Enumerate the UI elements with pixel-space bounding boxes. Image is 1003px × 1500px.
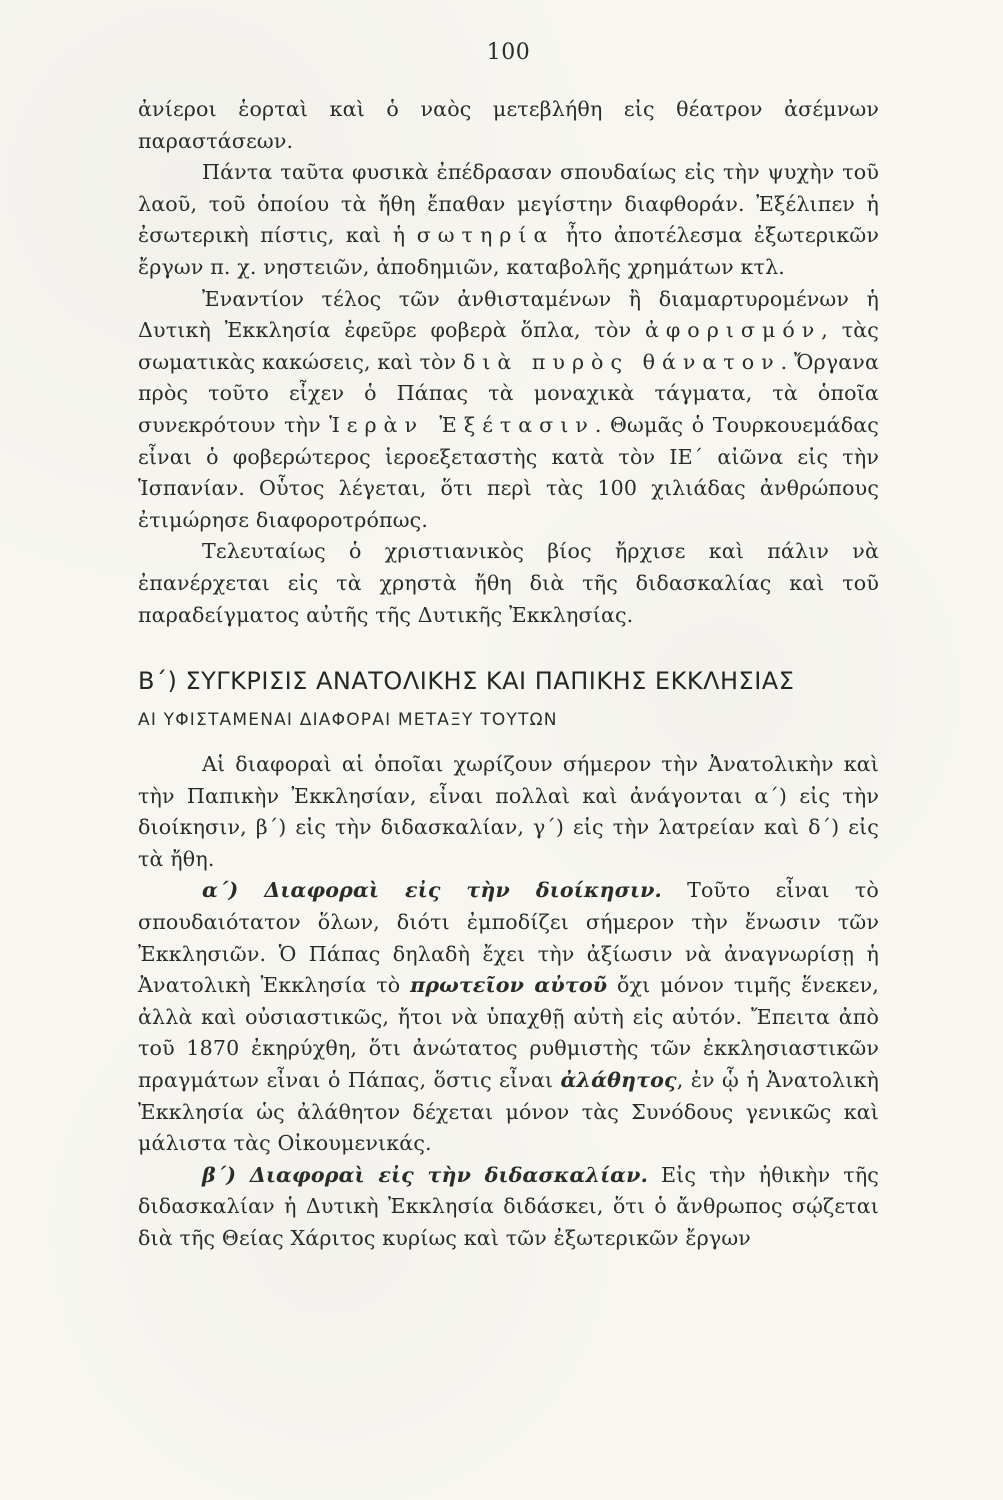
paragraph-3-part-1: Ἐναντίον τέλος τῶν ἀνθισταμένων ἢ διαμαρτυρομένων ἡ Δυτικὴ Ἐκκλησία ἐφεῦρε φοβερὰ ὅπλα, τὸν xyxy=(138,286,879,343)
section-paragraph-1 xyxy=(138,749,879,875)
paragraph-3-spaced-term-2: διὰ πυρὸς θάνατον xyxy=(462,349,781,374)
page-number: 100 xyxy=(486,40,531,65)
section-subtitle: ΑΙ ΥΦΙΣΤΑΜΕΝΑΙ ΔΙΑΦΟΡΑΙ ΜΕΤΑΞΥ ΤΟΥΤΩΝ xyxy=(138,710,558,731)
paragraph-4 xyxy=(138,536,879,631)
paragraph-2-spaced-term: σωτηρία xyxy=(416,223,555,248)
paragraph-2-part-1: Πάντα ταῦτα φυσικὰ ἐπέδρασαν σπουδαίως εἰς τὴν ψυχὴν τοῦ λαοῦ, τοῦ ὁποίου τὰ ἤθη ἔπαθαν μεγίστην διαφθοράν. Ἐξέλιπεν ἡ ἐσωτερικὴ πίστις, καὶ ἡ xyxy=(138,160,879,248)
paragraph-4-text: Τελευταίως ὁ χριστιανικὸς βίος ἤρχισε καὶ πάλιν νὰ ἐπανέρχεται εἰς τὰ χρηστὰ ἤθη διὰ τῆς διδασκαλίας καὶ τοῦ παραδείγματος αὐτῆς τῆς Δυτικῆς Ἐκκλησίας. xyxy=(138,539,879,627)
paragraph-1 xyxy=(138,94,879,157)
section-paragraph-3-text: Εἰς τὴν ἠθικὴν τῆς διδασκαλίαν ἡ Δυτικὴ Ἐκκλησία διδάσκει, ὅτι ὁ ἄνθρωπος σῴζεται διὰ τῆς Θείας Χάριτος κυρίως καὶ τῶν ἐξωτερικῶν ἔργων xyxy=(138,1162,879,1250)
section-paragraph-2-part-1: Τοῦτο εἶναι τὸ σπουδαιότατον ὅλων, διότι ἐμποδίζει σήμερον τὴν ἕνωσιν τῶν Ἐκκλησιῶν. Ὁ Πάπας δηλαδὴ ἔχει τὴν ἀξίωσιν νὰ ἀναγνωρίσῃ ἡ Ἀνατολικὴ Ἐκκλησία τὸ xyxy=(138,878,879,998)
infallible-term: ἀλάθητος xyxy=(560,1068,677,1093)
paragraph-3-part-2: , τὰς σωματικὰς κακώσεις, καὶ τὸν xyxy=(138,318,879,374)
paragraph-3-spaced-term-1: ἀφορισμόν xyxy=(644,318,822,343)
section-title: Β΄) ΣΥΓΚΡΙΣΙΣ ΑΝΑΤΟΛΙΚΗΣ ΚΑΙ ΠΑΠΙΚΗΣ ΕΚΚΛΗΣΙΑΣ xyxy=(138,667,795,696)
section-paragraph-3 xyxy=(138,1160,879,1255)
section-paragraph-2-part-2: ὄχι μόνον τιμῆς ἕνεκεν, ἀλλὰ καὶ οὐσιαστικῶς, ἤτοι νὰ ὑπαχθῇ αὐτὴ εἰς αὐτόν. Ἔπειτα ἀπὸ τοῦ 1870 ἐκηρύχθη, ὅτι ἀνώτατος ρυθμιστὴς τῶν ἐκκλησιαστικῶν πραγμάτων εἶναι ὁ Πάπας, ὅστις εἶναι xyxy=(138,973,879,1093)
paragraph-1-text: ἀνίεροι ἑορταὶ καὶ ὁ ναὸς μετεβλήθη εἰς θέατρον ἀσέμνων παραστάσεων. xyxy=(138,97,879,153)
paragraph-2-part-2: ἦτο ἀποτέλεσμα ἐξωτερικῶν ἔργων π. χ. νηστειῶν, ἀποδημιῶν, καταβολῆς χρημάτων κτλ. xyxy=(138,223,879,279)
doctrine-heading: β΄) Διαφοραὶ εἰς τὴν διδασκαλίαν. xyxy=(202,1162,648,1187)
administration-heading: α΄) Διαφοραὶ εἰς τὴν διοίκησιν. xyxy=(202,878,662,903)
section-paragraph-1-text: Αἱ διαφοραὶ αἱ ὁποῖαι χωρίζουν σήμερον τὴν Ἀνατολικὴν καὶ τὴν Παπικὴν Ἐκκλησίαν, εἶναι πολλαὶ καὶ ἀνάγονται α΄) εἰς τὴν διοίκησιν, β΄) εἰς τὴν διδασκαλίαν, γ΄) εἰς τὴν λατρείαν καὶ δ΄) εἰς τὰ ἤθη. xyxy=(138,752,879,871)
section-paragraph-2 xyxy=(138,875,879,1159)
paragraph-3-part-3: . Ὄργανα πρὸς τοῦτο εἶχεν ὁ Πάπας τὰ μοναχικὰ τάγματα, τὰ ὁποῖα συνεκρότουν τὴν xyxy=(138,349,879,437)
primacy-term: πρωτεῖον αὐτοῦ xyxy=(410,973,608,998)
paragraph-3 xyxy=(138,284,879,537)
paragraph-3-spaced-term-3: Ἱερὰν Ἐξέτασιν xyxy=(329,412,595,437)
paragraph-3-part-4: . Θωμᾶς ὁ Τουρκουεμάδας εἶναι ὁ φοβερώτερος ἱεροεξεταστὴς κατὰ τὸν ΙΕ΄ αἰῶνα εἰς τὴν Ἱσπανίαν. Οὗτος λέγεται, ὅτι περὶ τὰς 100 χιλιάδας ἀνθρώπους ἐτιμώρησε διαφοροτρόπως. xyxy=(138,412,879,532)
section-paragraph-2-part-3: , ἐν ᾧ ἡ Ἀνατολικὴ Ἐκκλησία ὡς ἀλάθητον δέχεται μόνον τὰς Συνόδους γενικῶς καὶ μάλιστα τὰς Οἰκουμενικάς. xyxy=(138,1068,879,1156)
paragraph-2 xyxy=(138,157,879,283)
